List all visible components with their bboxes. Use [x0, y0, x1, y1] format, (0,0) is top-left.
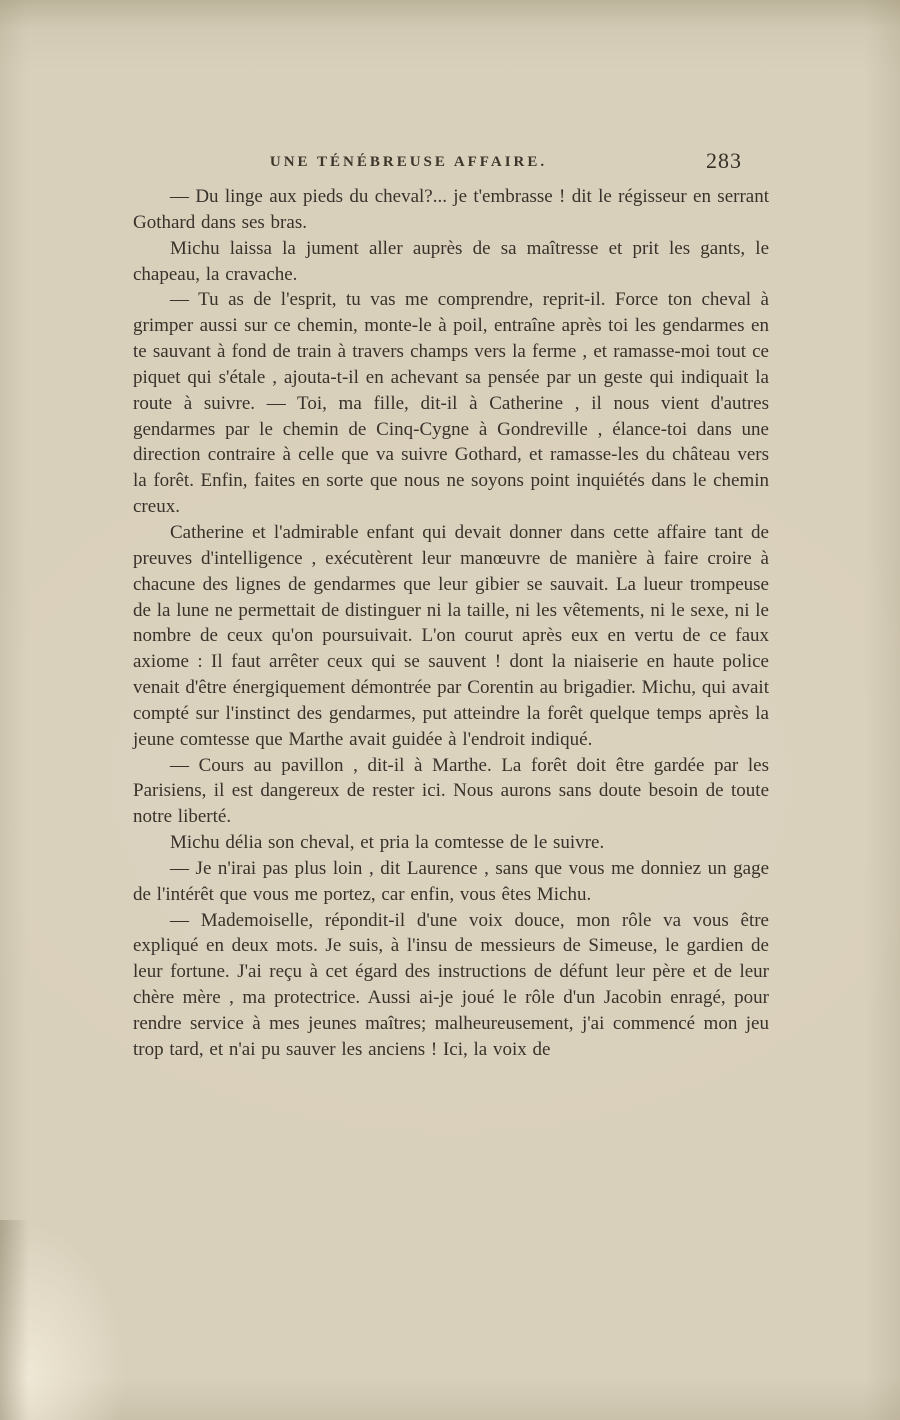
- paragraph: — Je n'irai pas plus loin , dit Laurence , sans que vous me donniez un gage de l'intérêt que vous me portez, car enfin, vous êtes Michu.: [133, 857, 769, 905]
- paragraph: Catherine et l'admirable enfant qui devait donner dans cette affaire tant de preuves d'intelligence , exécutèrent leur manœuvre de manière à faire croire à chacune des lignes de gendarmes que leur gibier se sauvait. La lueur trompeuse de la lune ne permettait de distinguer ni la taille, ni les vêtements, ni le sexe, ni le nombre de ceux qu'on poursuivait. L'on courut après eux en vertu de ce faux axiome : Il faut arrêter ceux qui se sauvent ! dont la niaiserie en haute police venait d'être énergiquement démontrée par Corentin au brigadier. Michu, qui avait compté sur l'instinct des gendarmes, put atteindre la forêt quelque temps après la jeune comtesse que Marthe avait guidée à l'endroit indiqué.: [133, 521, 769, 750]
- paragraph: — Cours au pavillon , dit-il à Marthe. La forêt doit être gardée par les Parisiens, il est dangereux de rester ici. Nous aurons sans doute besoin de toute notre liberté.: [133, 754, 769, 828]
- page-number: 283: [706, 148, 742, 173]
- page-edge-smudge: [0, 1220, 34, 1420]
- paragraph: — Tu as de l'esprit, tu vas me comprendre, reprit-il. Force ton cheval à grimper aussi sur ce chemin, monte-le à poil, entraîne après toi les gendarmes en te sauvant à fond de train à travers champs vers la ferme , et ramasse-moi tout ce piquet qui s'étale , ajouta-t-il en achevant sa pensée par un geste qui indiquait la route à suivre. — Toi, ma fille, dit-il à Catherine , il nous vient d'autres gendarmes par le chemin de Cinq-Cygne à Gondreville , élance-toi dans une direction contraire à celle que va suivre Gothard, et ramasse-les du château vers la forêt. Enfin, faites en sorte que nous ne soyons point inquiétés dans le chemin creux.: [133, 289, 769, 518]
- paragraph: Michu délia son cheval, et pria la comtesse de le suivre.: [170, 832, 605, 854]
- text-block: [133, 184, 769, 1063]
- paragraph: — Du linge aux pieds du cheval?... je t'embrasse ! dit le régisseur en serrant Gothard dans ses bras.: [133, 186, 769, 233]
- paragraph: Michu laissa la jument aller auprès de sa maîtresse et prit les gants, le chapeau, la cravache.: [133, 237, 769, 285]
- page-header: [133, 148, 768, 178]
- running-title: UNE TÉNÉBREUSE AFFAIRE.: [269, 154, 548, 170]
- paragraph: — Mademoiselle, répondit-il d'une voix douce, mon rôle va vous être expliqué en deux mots. Je suis, à l'insu de messieurs de Simeuse, le gardien de leur fortune. J'ai reçu à cet égard des instructions de défunt leur père et de leur chère mère , ma protectrice. Aussi ai-je joué le rôle d'un Jacobin enragé, pour rendre service à mes jeunes maîtres; malheureusement, j'ai commencé mon jeu trop tard, et n'ai pu sauver les anciens ! Ici, la voix de: [133, 909, 769, 1060]
